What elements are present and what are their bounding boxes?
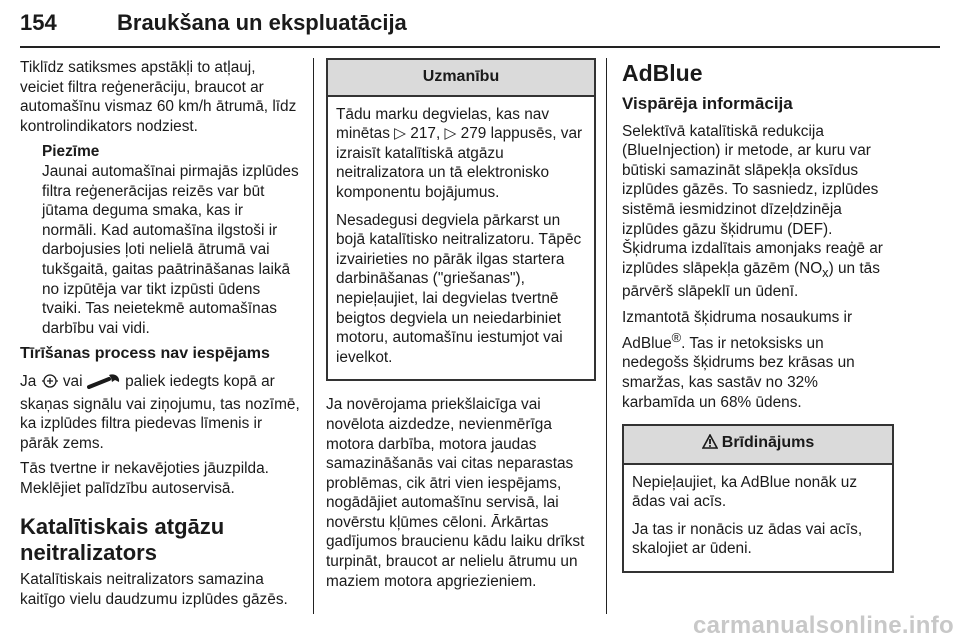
nox-subscript: x (822, 264, 829, 280)
scr-text-a: Selektīvā katalītiskā redukcija (BlueInjection) ir metode, ar kuru var būtiski samazināt slāpekļa oksīdus izplūdes gāzēs. To sasniedz, izplūdes sistēmā iesmidzinot dīzeļdzinēja izplūdes gāzu šķidrumu (DEF). Šķidruma izdalītais amonjaks reaģē ar izplūdes slāpekļa gāzēm (NO (622, 122, 883, 277)
page-ref-arrow-icon: ▷ (444, 125, 457, 143)
caution-box (326, 58, 596, 381)
note-text: Jaunai automašīnai pirmajās izplūdes filtra reģenerācijas reizēs var būt jūtama deguma smaka, kas ir normāli. Kad automašīna ilgstoši ir darbojusies ļoti nelielā ātrumā vai tukšgaitā, gaitas paātrināšanas laikā no izpūtēja var tikt izpūsti ūdens tvaiki. Tas neietekmē automašīnas darbību vai vidi. (42, 162, 299, 337)
column-3 (622, 58, 894, 573)
caution-text-b: var izraisīt katalītiskā atgāzu neitralizatora un tā elektronisko komponentu bojājumus. (336, 125, 583, 201)
paragraph-catalytic: Katalītiskais neitralizators samazina kaitīgo vielu daudzumu izplūdes gāzēs. (20, 571, 288, 609)
caution-text-a: Tādu marku degvielas, kas nav minētas (336, 105, 550, 143)
page-ref-2[interactable]: 279 lappusēs, (460, 125, 557, 143)
watermark-text: carmanualsonline.info (692, 612, 954, 639)
scr-text-b: ) un tās pārvērš slāpeklī un ūdenī. (622, 259, 880, 301)
warning-title: Brīdinājums (721, 434, 815, 452)
page-ref-arrow-icon: ▷ (394, 125, 407, 143)
heading-general-info: Vispārēja informācija (622, 94, 793, 113)
warning-triangle-icon (702, 434, 718, 455)
warning-paragraph-2: Ja tas ir nonācis uz ādas vai acīs, skalojiet ar ūdeni. (632, 520, 863, 558)
heading-cleaning-not-possible: Tīrīšanas process nav iespējams (20, 345, 270, 363)
page-header (20, 6, 940, 50)
heading-adblue: AdBlue (622, 60, 703, 86)
p2-start: Ja (20, 372, 37, 390)
paragraph-adblue-name (622, 308, 894, 412)
page-ref-1[interactable]: 217, (410, 125, 441, 143)
caution-title: Uzmanību (328, 60, 594, 97)
p2-rest: paliek iedegts kopā ar skaņas signālu vai ziņojumu, tas nozīmē, ka izplūdes filtra piedevas līmenis ir pārāk zems. (20, 372, 300, 452)
paragraph-warning-lights (20, 372, 302, 453)
page-title: Braukšana un ekspluatācija (117, 10, 407, 35)
engine-warning-icon (41, 373, 59, 395)
caution-paragraph-2: Nesadegusi degviela pārkarst un bojā katalītisko neitralizatoru. Tāpēc izvairieties no pārāk ilgas startera darbināšanas ("griešanas"), nepieļaujiet, lai degvielas tvertnē beigtos degviela un neiedarbiniet motoru, automašīnu iestumjot vai ievelkot. (336, 211, 582, 366)
caution-paragraph-1 (336, 105, 588, 203)
wrench-icon (87, 373, 121, 395)
header-rule (20, 46, 940, 48)
column-divider-1 (313, 58, 314, 614)
adblue-text-b: . Tas ir netoksisks un nedegošs šķidrums bez krāsas un smaržas, kas sastāv no 32% karbamīda un 68% ūdens. (622, 334, 855, 411)
warning-box (622, 424, 894, 573)
paragraph-engine-problems: Ja novērojama priekšlaicīga vai novēlota aizdedze, nevienmērīga motora darbība, motora jaudas samazināšanās vai citas neparastas problēmas, cik ātri vien iespējams, nogādājiet automašīnu servisā, lai novērstu kļūmes cēloni. Ārkārtas gadījumos braucienu kādu laiku drīkst turpināt, braucot ar nelielu ātrumu un maziem motora apgriezieniem. (326, 396, 585, 590)
column-1 (20, 58, 302, 616)
page-number: 154 (20, 10, 57, 35)
paragraph-refill: Tās tvertne ir nekavējoties jāuzpilda. Meklējiet palīdzību autoservisā. (20, 460, 269, 497)
column-2 (326, 58, 596, 597)
paragraph-regeneration: Tiklīdz satiksmes apstākļi to atļauj, veiciet filtra reģenerāciju, braucot ar automašīnu vismaz 60 km/h ātrumā, līdz kontrolindikators nodziest. (20, 59, 297, 135)
note-label: Piezīme (42, 143, 100, 161)
registered-mark: ® (671, 329, 682, 345)
warning-paragraph-1: Nepieļaujiet, ka AdBlue nonāk uz ādas vai acīs. (632, 473, 858, 511)
adblue-text-a: Izmantotā šķidruma nosaukums ir AdBlue (622, 309, 853, 352)
column-divider-2 (606, 58, 607, 614)
heading-catalytic-converter: Katalītiskais atgāzu neitralizators (20, 514, 225, 566)
p2-or: vai (62, 372, 83, 390)
paragraph-scr (622, 122, 894, 302)
warning-header (624, 426, 892, 465)
